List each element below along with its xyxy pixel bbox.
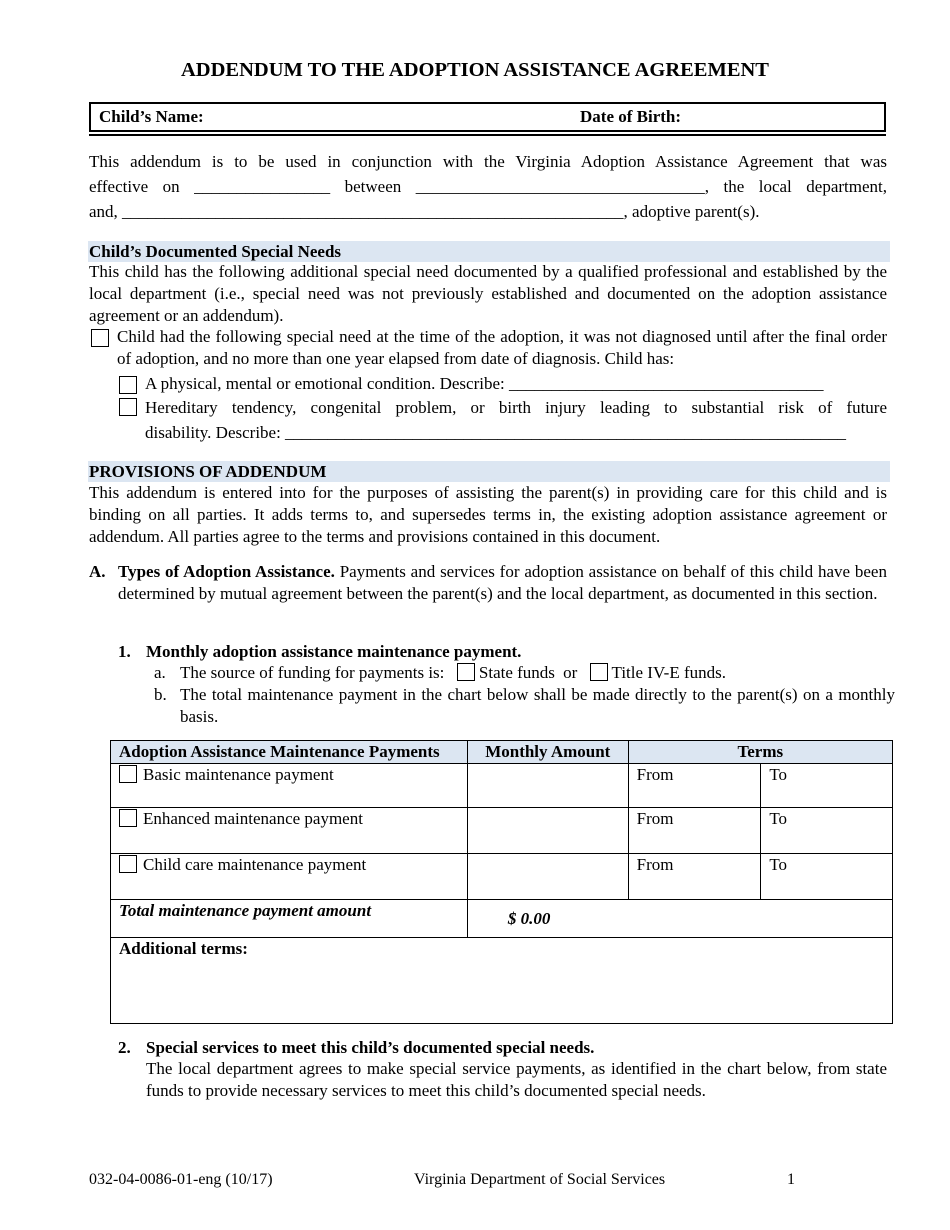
header-monthly-amount: Monthly Amount	[467, 741, 628, 764]
maintenance-payments-table	[110, 740, 893, 1024]
item-1b-marker: b.	[154, 685, 167, 704]
from-label: From	[636, 809, 674, 828]
item-2-marker: 2.	[118, 1038, 131, 1057]
table-header-row	[111, 741, 893, 764]
section-a-heading: Types of Adoption Assistance.	[118, 562, 335, 581]
section-a-paragraph	[118, 561, 887, 605]
child-care-payment-checkbox[interactable]	[119, 855, 137, 873]
special-needs-body: This child has the following additional special need documented by a qualified professional and established by the local department (i.e., special need was not previously established and documented on the adoption assistance agreement or an addendum).	[89, 262, 887, 325]
item-2-heading: Special services to meet this child’s documented special needs.	[146, 1038, 595, 1057]
header-payment-type: Adoption Assistance Maintenance Payments	[111, 741, 468, 764]
hereditary-line-1: Hereditary tendency, congenital problem, or birth injury leading to substantial risk of future	[145, 398, 887, 417]
basic-to-cell[interactable]	[761, 764, 893, 808]
title-ive-funds-label: Title IV-E funds.	[611, 663, 726, 682]
additional-terms-label: Additional terms:	[119, 939, 248, 958]
total-value: $ 0.00	[467, 900, 892, 938]
from-label: From	[636, 855, 674, 874]
payment-type-cell	[111, 854, 468, 900]
state-funds-label: State funds	[478, 663, 555, 682]
section-a-body: Payments and services for adoption assistance on behalf of this child have been determined by mutual agreement between the parent(s) and the local department, as documented in this section.	[118, 562, 887, 603]
special-needs-heading: Child’s Documented Special Needs	[88, 241, 890, 262]
form-id: 032-04-0086-01-eng (10/17)	[89, 1171, 273, 1188]
or-label: or	[563, 663, 578, 682]
basic-from-cell[interactable]	[628, 764, 761, 808]
payment-type-cell	[111, 808, 468, 854]
to-label: To	[769, 855, 788, 874]
date-of-birth-label: Date of Birth:	[580, 107, 682, 126]
child-care-to-cell[interactable]	[761, 854, 893, 900]
physical-condition-text[interactable]: A physical, mental or emotional condition. Describe: _____________________________________	[145, 374, 824, 393]
enhanced-from-cell[interactable]	[628, 808, 761, 854]
item-1-marker: 1.	[118, 642, 131, 661]
from-label: From	[636, 765, 674, 784]
payment-type-cell	[111, 764, 468, 808]
to-label: To	[769, 765, 788, 784]
provisions-heading: PROVISIONS OF ADDENDUM	[88, 461, 890, 482]
child-name-label: Child’s Name:	[99, 107, 204, 126]
hereditary-tendency-checkbox[interactable]	[119, 398, 137, 416]
item-2-body: The local department agrees to make special service payments, as identified in the chart below, from state funds to provide necessary services to meet this child’s documented special needs.	[146, 1059, 887, 1100]
table-row	[111, 764, 893, 808]
title-ive-funds-checkbox[interactable]	[590, 663, 608, 681]
intro-line-3[interactable]: and, ___________________________________________________________, adoptive parent(s).	[89, 202, 760, 221]
enhanced-payment-checkbox[interactable]	[119, 809, 137, 827]
enhanced-to-cell[interactable]	[761, 808, 893, 854]
additional-terms-row	[111, 938, 893, 1024]
special-need-option-text: Child had the following special need at the time of the adoption, it was not diagnosed until after the final order of adoption, and no more than one year elapsed from date of diagnosis. Child has:	[117, 327, 887, 368]
hereditary-line-2[interactable]: disability. Describe: __________________________________________________________________	[145, 423, 847, 442]
intro-line-2[interactable]: effective on ________________ between __________________________________, the local department,	[89, 177, 887, 196]
basic-payment-label: Basic maintenance payment	[143, 765, 334, 784]
intro-paragraph	[89, 149, 887, 224]
provisions-body: This addendum is entered into for the purposes of assisting the parent(s) in providing care for this child and is binding on all parties. It adds terms to, and supersedes terms in, the existing adoption assistance agreement or addendum. All parties agree to the terms and provisions contained in this document.	[89, 483, 887, 546]
enhanced-payment-label: Enhanced maintenance payment	[143, 809, 363, 828]
total-row	[111, 900, 893, 938]
child-care-from-cell[interactable]	[628, 854, 761, 900]
page-title: ADDENDUM TO THE ADOPTION ASSISTANCE AGREEMENT	[181, 59, 769, 81]
state-funds-checkbox[interactable]	[457, 663, 475, 681]
to-label: To	[769, 809, 788, 828]
item-1b-text: The total maintenance payment in the chart below shall be made directly to the parent(s) on a monthly basis.	[180, 685, 895, 726]
page-number: 1	[787, 1171, 795, 1188]
hereditary-tendency-text[interactable]	[145, 395, 887, 445]
intro-line-1: This addendum is to be used in conjunction with the Virginia Adoption Assistance Agreement that was	[89, 152, 887, 171]
basic-payment-checkbox[interactable]	[119, 765, 137, 783]
header-terms: Terms	[628, 741, 892, 764]
funding-source-label: The source of funding for payments is:	[180, 663, 445, 682]
child-care-payment-label: Child care maintenance payment	[143, 855, 367, 874]
basic-monthly-amount-cell[interactable]	[467, 764, 628, 808]
item-1-heading: Monthly adoption assistance maintenance payment.	[146, 642, 522, 661]
physical-condition-checkbox[interactable]	[119, 376, 137, 394]
child-info-box	[89, 102, 886, 132]
table-row	[111, 808, 893, 854]
item-1a-marker: a.	[154, 663, 166, 682]
additional-terms-cell[interactable]	[111, 938, 893, 1024]
enhanced-monthly-amount-cell[interactable]	[467, 808, 628, 854]
special-need-checkbox[interactable]	[91, 329, 109, 347]
total-label: Total maintenance payment amount	[111, 900, 468, 938]
child-care-monthly-amount-cell[interactable]	[467, 854, 628, 900]
agency-name: Virginia Department of Social Services	[414, 1171, 666, 1188]
section-a-marker: A.	[89, 562, 106, 581]
table-row	[111, 854, 893, 900]
funding-source-line	[180, 662, 895, 684]
